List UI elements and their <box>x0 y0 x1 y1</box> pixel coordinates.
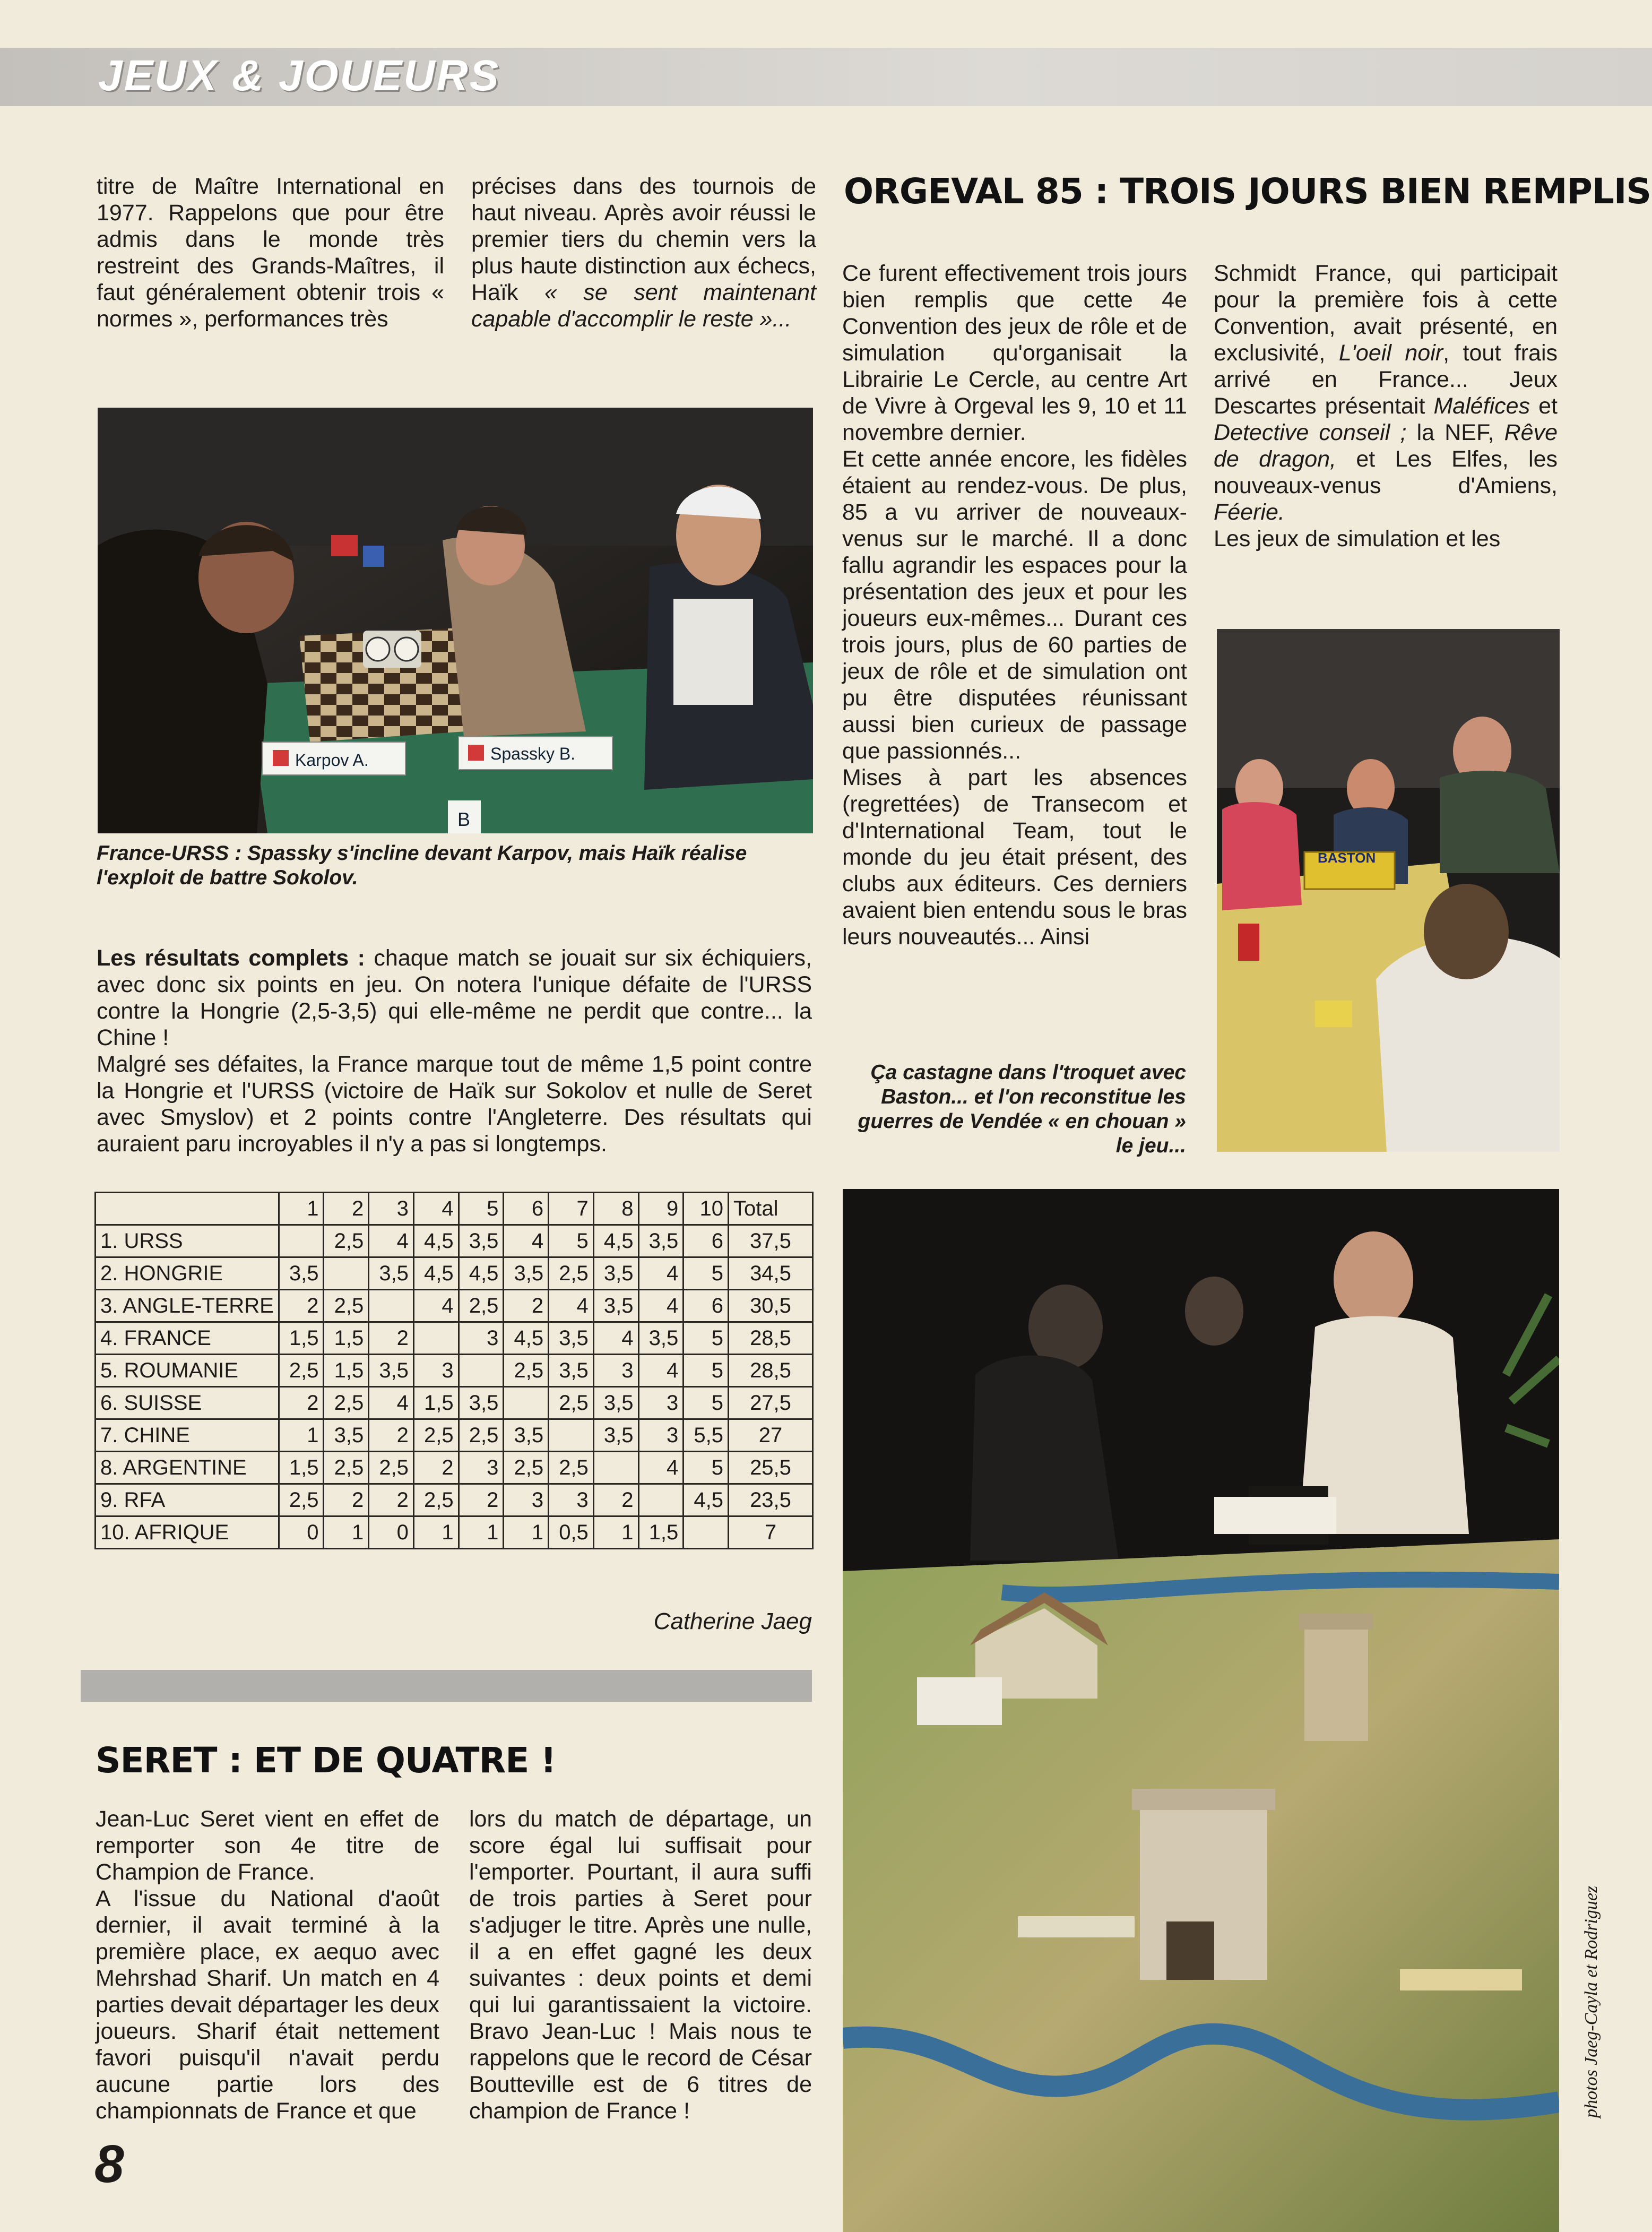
total-cell: 25,5 <box>729 1452 813 1484</box>
score-cell: 4,5 <box>459 1257 504 1290</box>
team-name-cell: 5. ROUMANIE <box>96 1355 279 1387</box>
score-cell: 2,5 <box>324 1452 369 1484</box>
score-cell <box>504 1387 549 1419</box>
section-divider-bar <box>81 1670 812 1702</box>
spassky-name-plate: Spassky B. <box>490 744 576 763</box>
score-cell: 1 <box>279 1419 324 1452</box>
team-name-cell: 7. CHINE <box>96 1419 279 1452</box>
table-header-cell: 3 <box>369 1193 414 1225</box>
team-name-cell: 2. HONGRIE <box>96 1257 279 1290</box>
seret-title: SERET : ET DE QUATRE ! <box>96 1740 556 1781</box>
team-name-cell: 9. RFA <box>96 1484 279 1516</box>
table-row <box>96 1516 813 1549</box>
karpov-name-plate: Karpov A. <box>295 751 369 770</box>
score-cell: 3,5 <box>593 1290 638 1322</box>
score-cell: 3 <box>638 1419 684 1452</box>
score-cell: 2,5 <box>413 1419 459 1452</box>
score-cell: 6 <box>684 1290 729 1322</box>
score-cell <box>413 1322 459 1355</box>
score-cell: 1,5 <box>279 1322 324 1355</box>
score-cell <box>369 1290 414 1322</box>
table-header-cell: 2 <box>324 1193 369 1225</box>
score-cell: 3,5 <box>638 1322 684 1355</box>
table-header-cell: 9 <box>638 1193 684 1225</box>
table-row <box>96 1290 813 1322</box>
total-cell: 7 <box>729 1516 813 1549</box>
score-cell: 2,5 <box>549 1387 594 1419</box>
score-cell: 3,5 <box>593 1257 638 1290</box>
score-cell: 5 <box>684 1257 729 1290</box>
score-cell: 6 <box>684 1225 729 1257</box>
score-cell: 4,5 <box>684 1484 729 1516</box>
score-cell: 3,5 <box>459 1387 504 1419</box>
photo-credit: photos Jaeg-Cayla et Rodriguez <box>1581 1885 1601 2118</box>
score-cell: 5 <box>549 1225 594 1257</box>
score-cell <box>638 1484 684 1516</box>
score-cell: 2 <box>279 1290 324 1322</box>
score-cell: 3 <box>638 1387 684 1419</box>
total-cell: 28,5 <box>729 1322 813 1355</box>
total-cell: 28,5 <box>729 1355 813 1387</box>
score-cell: 1 <box>413 1516 459 1549</box>
score-cell: 1,5 <box>413 1387 459 1419</box>
score-cell: 2 <box>593 1484 638 1516</box>
results-paragraph: Les résultats complets : chaque match se jouait sur six échiquiers, avec donc six points en jeu. On notera l'unique défaite de l'URSS contre la Hongrie (2,5-3,5) qui elle-même ne perdit que contre... la Chine ! Malgré ses défaites, la France marque tout de même 1,5 point contre la Hongrie et l'URSS (victoire de Haïk sur Sokolov et nulle de Seret avec Smyslov) et 2 points contre l'Angleterre. Des résultats qui auraient paru incroyables il n'y a pas si longtemps. <box>97 945 812 1157</box>
seret-col2: lors du match de départage, un score égal lui suffisait pour l'emporter. Pourtant, il aura suffi de trois parties à Seret pour s'adjuger le titre. Après une nulle, il a en effet gagné les deux suivantes : deux points et demi qui lui garantissaient la victoire. Bravo Jean-Luc ! Mais nous te rappelons que le record de César Boutteville est de 6 titres de champion de France ! <box>469 1806 812 2124</box>
score-cell: 2,5 <box>549 1257 594 1290</box>
score-cell: 2,5 <box>504 1452 549 1484</box>
score-cell: 4 <box>638 1290 684 1322</box>
score-cell: 2 <box>459 1484 504 1516</box>
score-cell: 4 <box>638 1355 684 1387</box>
score-cell: 3,5 <box>504 1257 549 1290</box>
score-cell: 3 <box>504 1484 549 1516</box>
total-cell: 27,5 <box>729 1387 813 1419</box>
table-header-cell: 5 <box>459 1193 504 1225</box>
score-cell: 3 <box>413 1355 459 1387</box>
score-cell: 2,5 <box>324 1290 369 1322</box>
score-cell: 2,5 <box>459 1419 504 1452</box>
orgeval-title: ORGEVAL 85 : TROIS JOURS BIEN REMPLIS <box>844 171 1651 212</box>
score-cell: 1 <box>504 1516 549 1549</box>
score-cell: 3,5 <box>593 1419 638 1452</box>
score-cell: 0 <box>279 1516 324 1549</box>
score-cell: 2 <box>369 1419 414 1452</box>
table-row <box>96 1419 813 1452</box>
score-cell: 4 <box>369 1225 414 1257</box>
score-cell <box>549 1419 594 1452</box>
total-cell: 23,5 <box>729 1484 813 1516</box>
score-cell: 0,5 <box>549 1516 594 1549</box>
score-cell: 2,5 <box>324 1225 369 1257</box>
score-cell: 3 <box>549 1484 594 1516</box>
article1-col1: titre de Maître International en 1977. Rappelons que pour être admis dans le monde très restreint des Grands-Maîtres, il faut généralement obtenir trois « normes », performances très <box>97 174 444 332</box>
score-cell: 4 <box>593 1322 638 1355</box>
article1-col2: précises dans des tournois de haut niveau. Après avoir réussi le premier tiers du chemin vers la plus haute distinction aux échecs, Haïk « se sent maintenant capable d'accomplir le reste »... <box>471 174 816 332</box>
team-name-cell: 10. AFRIQUE <box>96 1516 279 1549</box>
score-cell: 1,5 <box>279 1452 324 1484</box>
score-cell: 4 <box>549 1290 594 1322</box>
score-cell: 4,5 <box>504 1322 549 1355</box>
table-header-cell: 10 <box>684 1193 729 1225</box>
baston-game-illustration <box>1217 629 1560 1152</box>
table-row <box>96 1355 813 1387</box>
score-cell: 2,5 <box>504 1355 549 1387</box>
score-cell: 3 <box>593 1355 638 1387</box>
score-cell: 1,5 <box>324 1355 369 1387</box>
score-cell: 2,5 <box>279 1355 324 1387</box>
chess-match-photo <box>98 408 813 833</box>
orgeval-col2: Schmidt France, qui participait pour la première fois à cette Convention, avait présenté, en exclusivité, L'oeil noir, tout frais arrivé en France... Jeux Descartes présentait Maléfices et Detective conseil ; la NEF, Rêve de dragon, et Les Elfes, les nouveaux-venus d'Amiens, Féerie. Les jeux de simulation et les <box>1214 261 1558 551</box>
score-cell: 2 <box>413 1452 459 1484</box>
table-header-cell: 4 <box>413 1193 459 1225</box>
score-cell: 3,5 <box>638 1225 684 1257</box>
score-cell <box>459 1355 504 1387</box>
score-cell: 3,5 <box>369 1355 414 1387</box>
score-cell: 3,5 <box>593 1387 638 1419</box>
score-cell: 3 <box>459 1452 504 1484</box>
score-cell: 2 <box>369 1322 414 1355</box>
score-cell: 2 <box>279 1387 324 1419</box>
score-cell <box>324 1257 369 1290</box>
score-cell: 2,5 <box>369 1452 414 1484</box>
team-name-cell: 6. SUISSE <box>96 1387 279 1419</box>
seret-col1: Jean-Luc Seret vient en effet de remporter son 4e titre de Champion de France. A l'issue du National d'août dernier, il avait terminé à la première place, ex aequo avec Mehrshad Sharif. Un match en 4 parties devait départager les deux joueurs. Sharif était nettement favori puisqu'il n'avait perdu aucune partie lors des championnats de France et que <box>96 1806 439 2124</box>
score-cell: 4,5 <box>413 1257 459 1290</box>
table-header-blank <box>96 1193 279 1225</box>
table-header-row <box>96 1193 813 1225</box>
article-author: Catherine Jaeg <box>653 1608 812 1634</box>
table-header-cell: 1 <box>279 1193 324 1225</box>
score-cell: 2,5 <box>279 1484 324 1516</box>
score-cell <box>593 1452 638 1484</box>
baston-photo-caption: Ça castagne dans l'troquet avec Baston... et l'on reconstitue les guerres de Vendée « en chouan » le jeu... <box>858 1061 1186 1157</box>
score-cell: 2,5 <box>459 1290 504 1322</box>
table-row <box>96 1225 813 1257</box>
table-row <box>96 1257 813 1290</box>
score-cell: 5 <box>684 1355 729 1387</box>
total-cell: 30,5 <box>729 1290 813 1322</box>
baston-game-photo <box>1217 629 1560 1152</box>
table-row <box>96 1484 813 1516</box>
score-cell: 3,5 <box>279 1257 324 1290</box>
score-cell: 0 <box>369 1516 414 1549</box>
score-cell: 2,5 <box>413 1484 459 1516</box>
score-cell: 2,5 <box>549 1452 594 1484</box>
results-table <box>94 1192 814 1549</box>
score-cell: 4,5 <box>593 1225 638 1257</box>
table-row <box>96 1387 813 1419</box>
score-cell: 3,5 <box>324 1419 369 1452</box>
score-cell: 5,5 <box>684 1419 729 1452</box>
page-number: 8 <box>94 2134 124 2194</box>
team-name-cell: 1. URSS <box>96 1225 279 1257</box>
table-header-cell: 6 <box>504 1193 549 1225</box>
score-cell: 4 <box>638 1452 684 1484</box>
score-cell <box>684 1516 729 1549</box>
wargame-table-photo <box>843 1189 1559 2232</box>
score-cell: 3,5 <box>549 1322 594 1355</box>
section-title: JEUX & JOUEURS <box>98 51 500 100</box>
team-name-cell: 8. ARGENTINE <box>96 1452 279 1484</box>
score-cell: 5 <box>684 1452 729 1484</box>
score-cell: 1,5 <box>324 1322 369 1355</box>
score-cell: 2 <box>369 1484 414 1516</box>
score-cell: 5 <box>684 1322 729 1355</box>
table-header-cell: 8 <box>593 1193 638 1225</box>
total-cell: 37,5 <box>729 1225 813 1257</box>
table-header-cell: 7 <box>549 1193 594 1225</box>
score-cell: 4,5 <box>413 1225 459 1257</box>
score-cell: 3,5 <box>369 1257 414 1290</box>
table-body <box>96 1225 813 1549</box>
wargame-table-illustration <box>843 1189 1559 2232</box>
score-cell: 1,5 <box>638 1516 684 1549</box>
total-cell: 27 <box>729 1419 813 1452</box>
board-letter: B <box>457 808 471 830</box>
team-name-cell: 3. ANGLE-TERRE <box>96 1290 279 1322</box>
results-table-container <box>94 1192 816 1549</box>
score-cell: 1 <box>324 1516 369 1549</box>
score-cell: 3 <box>459 1322 504 1355</box>
total-cell: 34,5 <box>729 1257 813 1290</box>
score-cell: 5 <box>684 1387 729 1419</box>
score-cell: 3,5 <box>549 1355 594 1387</box>
score-cell: 4 <box>504 1225 549 1257</box>
table-row <box>96 1322 813 1355</box>
score-cell: 3,5 <box>459 1225 504 1257</box>
score-cell: 2 <box>504 1290 549 1322</box>
score-cell: 3,5 <box>504 1419 549 1452</box>
score-cell: 1 <box>593 1516 638 1549</box>
team-name-cell: 4. FRANCE <box>96 1322 279 1355</box>
table-header-cell: Total <box>729 1193 813 1225</box>
score-cell <box>279 1225 324 1257</box>
score-cell: 2,5 <box>324 1387 369 1419</box>
chess-photo-caption: France-URSS : Spassky s'incline devant Karpov, mais Haïk réalise l'exploit de battre Sokolov. <box>97 842 747 889</box>
score-cell: 4 <box>638 1257 684 1290</box>
score-cell: 4 <box>369 1387 414 1419</box>
score-cell: 2 <box>324 1484 369 1516</box>
orgeval-col1: Ce furent effectivement trois jours bien remplis que cette 4e Convention des jeux de rôle et de simulation qu'organisait la Librairie Le Cercle, au centre Art de Vivre à Orgeval les 9, 10 et 11 novembre dernier. Et cette année encore, les fidèles étaient au rendez-vous. De plus, 85 a vu arriver de nouveaux-venus sur le marché. Il a donc fallu agrandir les espaces pour la présentation des jeux et pour les joueurs eux-mêmes... Durant ces trois jours, plus de 60 parties de jeux de rôle et de simulation ont pu être disputées réunissant aussi bien curieux de passage que passionnés... Mises à part les absences (regrettées) de Transecom et d'International Team, tout le monde du jeu était présent, des clubs aux éditeurs. Ces derniers avaient bien entendu sous le bras leurs nouveautés... Ainsi <box>842 261 1187 950</box>
table-row <box>96 1452 813 1484</box>
score-cell: 1 <box>459 1516 504 1549</box>
chess-match-illustration <box>98 408 813 833</box>
baston-box-label: BASTON <box>1318 850 1376 866</box>
score-cell: 4 <box>413 1290 459 1322</box>
